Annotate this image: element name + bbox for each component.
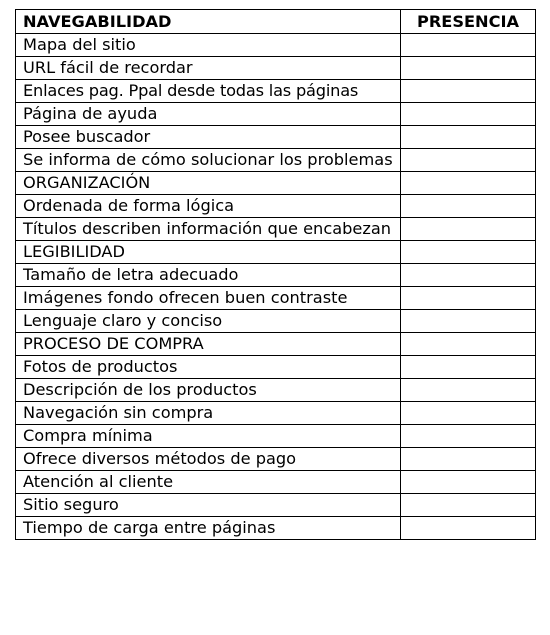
presence-cell <box>401 310 536 333</box>
presence-cell <box>401 287 536 310</box>
presence-cell <box>401 126 536 149</box>
table-row <box>16 310 536 333</box>
criterion-label: URL fácil de recordar <box>16 57 401 80</box>
criterion-label: Sitio seguro <box>16 494 401 517</box>
section-label: LEGIBILIDAD <box>16 241 401 264</box>
table-row <box>16 195 536 218</box>
criterion-label: Imágenes fondo ofrecen buen contraste <box>16 287 401 310</box>
criterion-label: Página de ayuda <box>16 103 401 126</box>
table-row <box>16 402 536 425</box>
presence-cell <box>401 80 536 103</box>
table-row <box>16 494 536 517</box>
presence-cell <box>401 494 536 517</box>
table-row <box>16 517 536 540</box>
criterion-label: Ofrece diversos métodos de pago <box>16 448 401 471</box>
criterion-label: Descripción de los productos <box>16 379 401 402</box>
table-row <box>16 379 536 402</box>
presence-cell <box>401 103 536 126</box>
table-row <box>16 425 536 448</box>
criterion-label: Tamaño de letra adecuado <box>16 264 401 287</box>
table-row <box>16 356 536 379</box>
criterion-label: Lenguaje claro y conciso <box>16 310 401 333</box>
table-row <box>16 126 536 149</box>
presence-cell <box>401 448 536 471</box>
table-row <box>16 34 536 57</box>
criterion-label: Se informa de cómo solucionar los problemas <box>16 149 401 172</box>
criterion-label: Navegación sin compra <box>16 402 401 425</box>
presence-cell <box>401 241 536 264</box>
presence-cell <box>401 195 536 218</box>
table-header-row <box>16 10 536 34</box>
presence-cell <box>401 57 536 80</box>
table-row <box>16 333 536 356</box>
presence-cell <box>401 333 536 356</box>
table-row <box>16 149 536 172</box>
presence-cell <box>401 218 536 241</box>
table-row <box>16 80 536 103</box>
table-row <box>16 241 536 264</box>
presence-cell <box>401 264 536 287</box>
table-row <box>16 471 536 494</box>
table-row <box>16 448 536 471</box>
criterion-label: Títulos describen información que encabezan <box>16 218 401 241</box>
presence-cell <box>401 172 536 195</box>
presence-cell <box>401 425 536 448</box>
table-row <box>16 218 536 241</box>
evaluation-checklist-table <box>15 9 536 540</box>
criterion-label: Tiempo de carga entre páginas <box>16 517 401 540</box>
section-label: ORGANIZACIÓN <box>16 172 401 195</box>
presence-cell <box>401 149 536 172</box>
table-row <box>16 57 536 80</box>
presence-cell <box>401 471 536 494</box>
table-row <box>16 172 536 195</box>
presence-cell <box>401 517 536 540</box>
presence-cell <box>401 379 536 402</box>
criterion-label: Posee buscador <box>16 126 401 149</box>
criterion-label: Mapa del sitio <box>16 34 401 57</box>
table-row <box>16 264 536 287</box>
criterion-label: Fotos de productos <box>16 356 401 379</box>
criterion-label: Atención al cliente <box>16 471 401 494</box>
criteria-column-header: NAVEGABILIDAD <box>16 10 401 34</box>
presence-cell <box>401 402 536 425</box>
presence-cell <box>401 356 536 379</box>
criterion-label: Enlaces pag. Ppal desde todas las páginas <box>16 80 401 103</box>
section-label: PROCESO DE COMPRA <box>16 333 401 356</box>
table-row <box>16 287 536 310</box>
presence-cell <box>401 34 536 57</box>
criterion-label: Compra mínima <box>16 425 401 448</box>
criterion-label: Ordenada de forma lógica <box>16 195 401 218</box>
presence-column-header: PRESENCIA <box>401 10 536 34</box>
table-row <box>16 103 536 126</box>
